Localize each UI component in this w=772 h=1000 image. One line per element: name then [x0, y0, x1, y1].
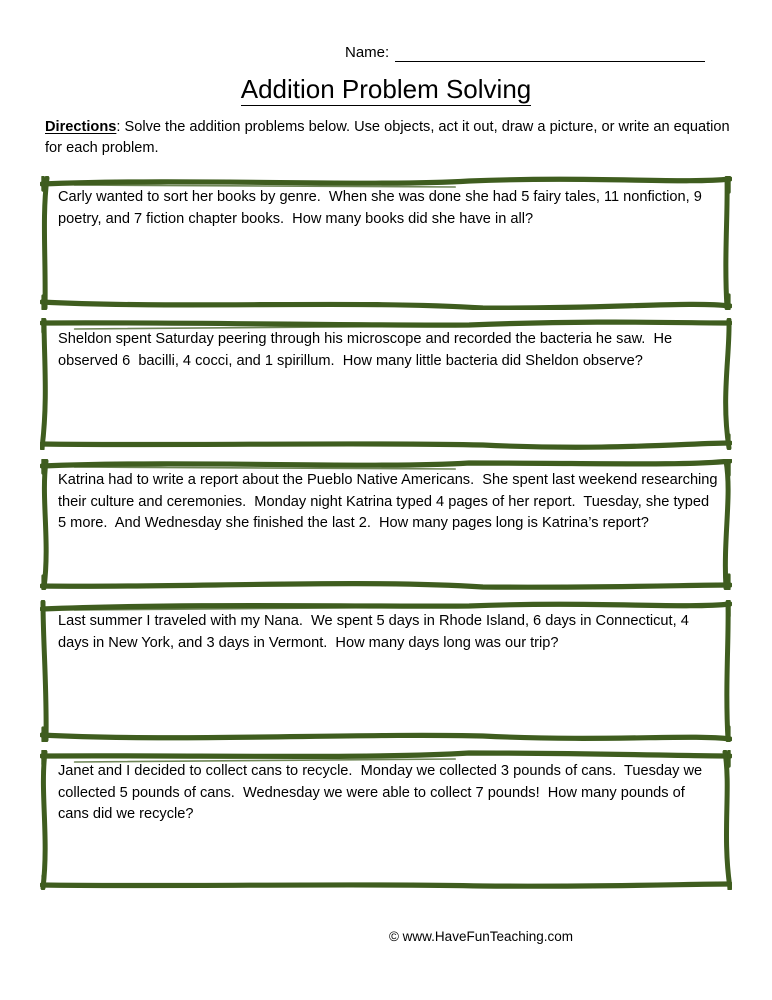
problem-work-area[interactable] [54, 392, 718, 442]
problem-work-area[interactable] [54, 532, 718, 582]
problem-work-area[interactable] [54, 251, 718, 302]
directions-label: Directions [45, 119, 117, 135]
problem-box [40, 176, 732, 310]
problem-box [40, 750, 732, 890]
directions-text: Solve the addition problems below. Use objects, act it out, draw a picture, or write an equation for each problem. [45, 119, 730, 156]
problem-text: Sheldon spent Saturday peering through his microscope and recorded the bacteria he saw. He observed 6 bacilli, 4 cocci, and 1 spirillum. How many little bacteria did Sheldon observe? [58, 331, 677, 369]
name-label: Name: [345, 44, 390, 61]
problem-work-area[interactable] [54, 680, 718, 734]
footer-copyright: © www.HaveFunTeaching.com [388, 929, 574, 944]
page-title-text: Addition Problem Solving [240, 74, 532, 104]
directions-separator: : [116, 119, 121, 135]
problem-box [40, 459, 732, 590]
problem-work-area[interactable] [54, 829, 718, 882]
problem-text: Last summer I traveled with my Nana. We spent 5 days in Rhode Island, 6 days in Connecticut, 4 days in New York, and 3 days in Vermont. How many days long was our trip? [58, 613, 693, 651]
footer [0, 928, 772, 945]
problem-text: Katrina had to write a report about the Pueblo Native Americans. She spent last weekend researching their culture and ceremonies. Monday night Katrina typed 4 pages of her report. Tuesday, she typed 5 more. And Wednesday she finished the last 2. How many pages long is Katrina’s report? [58, 472, 722, 531]
problem-text: Janet and I decided to collect cans to recycle. Monday we collected 3 pounds of cans. Tuesday we collected 5 pounds of cans. Wednesday we were able to collect 7 pounds! How many pounds of cans did we recycle? [58, 763, 707, 822]
problem-text: Carly wanted to sort her books by genre. When she was done she had 5 fairy tales, 11 nonfiction, 9 poetry, and 7 fiction chapter books. How many books did she have in all? [58, 189, 706, 227]
problem-box [40, 600, 732, 742]
problem-box [40, 318, 732, 450]
